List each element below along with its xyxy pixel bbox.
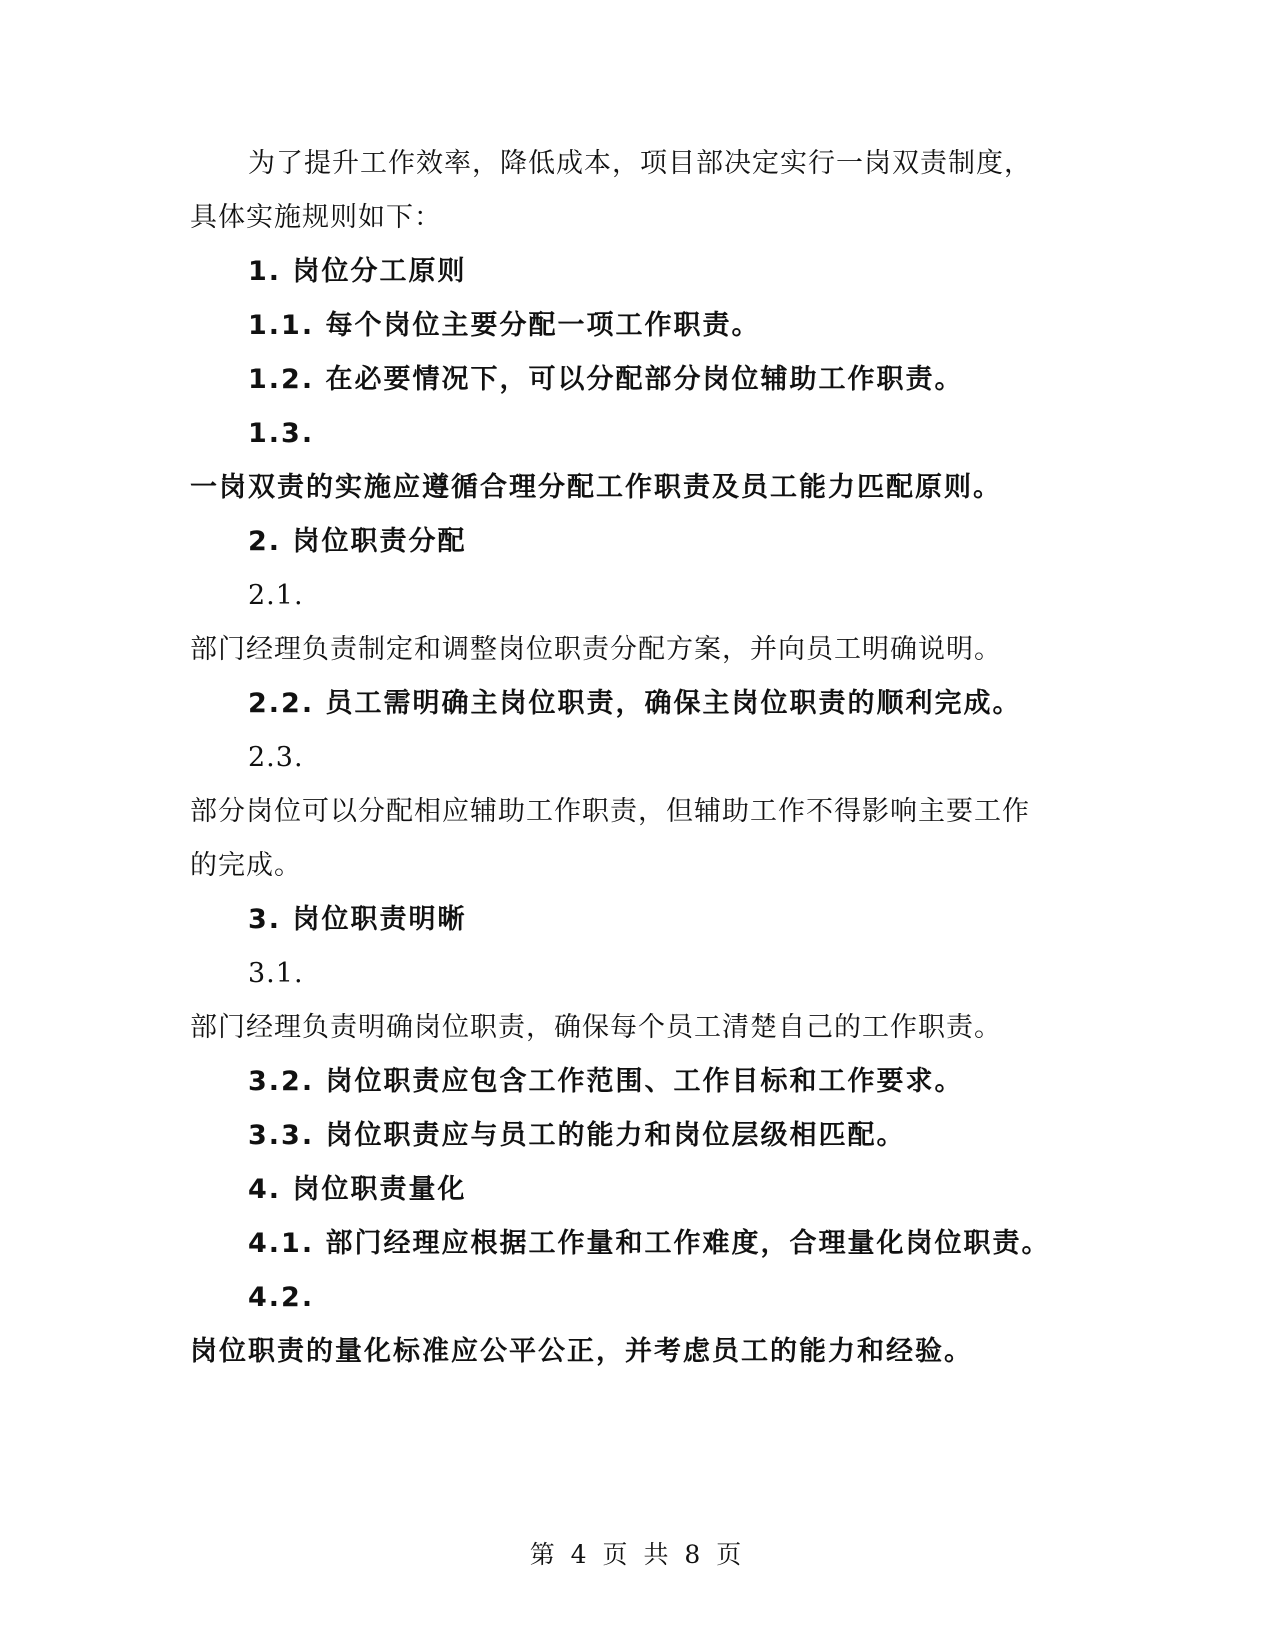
section-2-heading: 2. 岗位职责分配 [248,526,467,557]
item-1-2: 1.2. 在必要情况下，可以分配部分岗位辅助工作职责。 [248,364,964,395]
page-footer: 第 4 页 共 8 页 [529,1540,746,1569]
intro-line-2: 具体实施规则如下： [190,202,442,233]
item-1-1: 1.1. 每个岗位主要分配一项工作职责。 [248,310,761,341]
item-2-3-number: 2.3. [248,742,304,773]
item-4-2-number: 4.2. [248,1282,315,1313]
section-1-heading: 1. 岗位分工原则 [248,256,467,287]
item-1-3-text: 一岗双责的实施应遵循合理分配工作职责及员工能力匹配原则。 [190,472,1002,503]
item-2-3-text-line-1: 部分岗位可以分配相应辅助工作职责，但辅助工作不得影响主要工作 [190,796,1030,827]
item-2-3-text-line-2: 的完成。 [190,850,302,881]
item-2-1-text: 部门经理负责制定和调整岗位职责分配方案，并向员工明确说明。 [190,634,1002,665]
item-2-1-number: 2.1. [248,580,304,611]
intro-line-1: 为了提升工作效率，降低成本，项目部决定实行一岗双责制度， [248,148,1032,179]
item-3-1-number: 3.1. [248,958,304,989]
item-4-2-text: 岗位职责的量化标准应公平公正，并考虑员工的能力和经验。 [190,1336,973,1367]
item-3-3: 3.3. 岗位职责应与员工的能力和岗位层级相匹配。 [248,1120,906,1151]
item-3-2: 3.2. 岗位职责应包含工作范围、工作目标和工作要求。 [248,1066,964,1097]
item-4-1: 4.1. 部门经理应根据工作量和工作难度，合理量化岗位职责。 [248,1228,1051,1259]
section-3-heading: 3. 岗位职责明晰 [248,904,467,935]
section-4-heading: 4. 岗位职责量化 [248,1174,467,1205]
item-3-1-text: 部门经理负责明确岗位职责，确保每个员工清楚自己的工作职责。 [190,1012,1002,1043]
item-2-2: 2.2. 员工需明确主岗位职责，确保主岗位职责的顺利完成。 [248,688,1022,719]
item-1-3-number: 1.3. [248,418,315,449]
